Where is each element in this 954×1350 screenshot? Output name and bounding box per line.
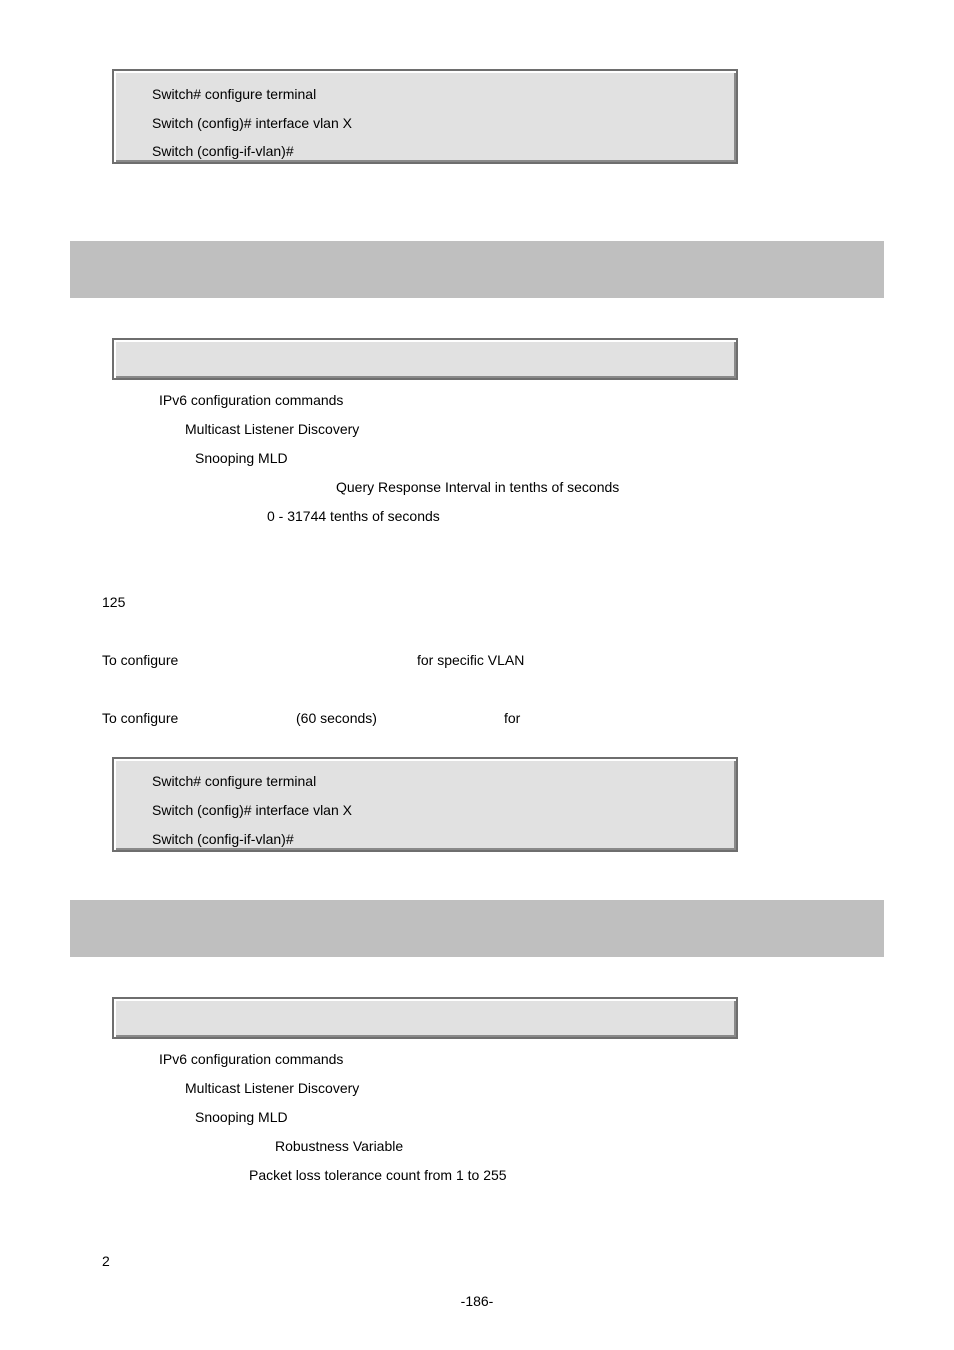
param-text: 0 - 31744 tenths of seconds xyxy=(267,508,440,524)
param-text: Multicast Listener Discovery xyxy=(185,421,360,437)
usage-text: for xyxy=(504,710,521,726)
page-number: -186- xyxy=(460,1293,494,1309)
example-code-block xyxy=(112,757,738,852)
usage-text: To configure xyxy=(102,652,179,668)
param-text: Packet loss tolerance count from 1 to 255 xyxy=(249,1167,507,1183)
default-value: 125 xyxy=(102,594,126,610)
param-text: IPv6 configuration commands xyxy=(159,392,344,408)
code-line: Switch (config)# interface vlan X xyxy=(152,802,352,818)
param-text: IPv6 configuration commands xyxy=(159,1051,344,1067)
section-heading-band xyxy=(70,241,884,298)
code-line: Switch (config)# interface vlan X xyxy=(152,115,352,131)
param-text: Snooping MLD xyxy=(195,1109,288,1125)
param-text: Robustness Variable xyxy=(275,1138,404,1154)
usage-text: (60 seconds) xyxy=(296,710,377,726)
example-code-block xyxy=(112,69,738,164)
usage-text: for specific VLAN xyxy=(417,652,525,668)
code-line: Switch# configure terminal xyxy=(152,773,317,789)
default-value: 2 xyxy=(102,1253,110,1269)
code-line: Switch (config-if-vlan)# xyxy=(152,831,294,847)
command-syntax-box xyxy=(112,997,738,1039)
param-text: Query Response Interval in tenths of seconds xyxy=(336,479,620,495)
code-line: Switch (config-if-vlan)# xyxy=(152,143,294,159)
section-heading-band xyxy=(70,900,884,957)
param-text: Snooping MLD xyxy=(195,450,288,466)
param-text: Multicast Listener Discovery xyxy=(185,1080,360,1096)
usage-text: To configure xyxy=(102,710,179,726)
code-line: Switch# configure terminal xyxy=(152,86,317,102)
command-syntax-box xyxy=(112,338,738,380)
